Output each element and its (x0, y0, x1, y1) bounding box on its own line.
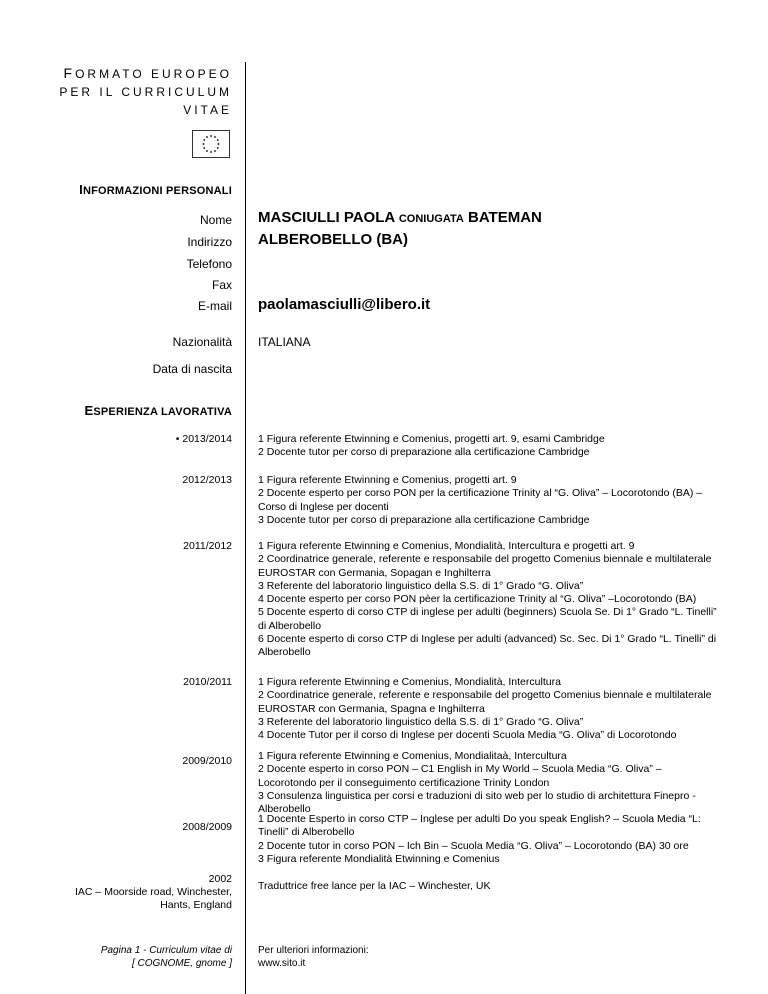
experience-date: 2008/2009 (182, 821, 232, 833)
experience-entry: 1 Figura referente Etwinning e Comenius, progetti art. 9, esami Cambridge 2 Docente tutor per corso di preparazione alla certificazione Cambridge (258, 433, 605, 459)
experience-entry: 1 Figura referente Etwinning e Comenius, progetti art. 9 2 Docente esperto per corso PON per la certificazione Trinity al “G. Oliva” – Locorotondo (BA) – Corso di Inglese per docenti 3 Docente tutor per corso di preparazione alla certificazione Cambridge (258, 474, 703, 526)
email-value: paolamasciulli@libero.it (258, 296, 431, 313)
experience-date: 2011/2012 (183, 540, 232, 552)
nationality-value: ITALIANA (258, 335, 311, 349)
page-footer-right: Per ulteriori informazioni: www.sito.it (258, 945, 369, 969)
nationality-label: Nazionalità (172, 335, 232, 349)
experience-date: 2009/2010 (182, 755, 232, 767)
experience-date: • 2013/2014 (175, 433, 232, 445)
experience-date: 2010/2011 (183, 676, 232, 688)
name-value: MASCIULLI PAOLA CONIUGATA BATEMAN (258, 209, 542, 226)
experience-entry: 1 Figura referente Etwinning e Comenius, Mondialità, Intercultura 2 Coordinatrice generale, referente e responsabile del progetto Comenius biennale e multilaterale EUROSTAR con Germania, Spagna e Inghilterra 3 Referente del laboratorio linguistico della S.S. di 1° Grado “G. Oliva” 4 Docente Tutor per il corso di Inglese per docenti Scuola Media “G. Oliva” di Locorotondo (258, 676, 712, 742)
experience-date: 2002 IAC – Moorside road, Winchester, Hants, England (75, 873, 232, 911)
address-value: ALBEROBELLO (BA) (258, 231, 408, 248)
experience-entry: 1 Figura referente Etwinning e Comenius, Mondialità, Intercultura e progetti art. 9 2 Coordinatrice generale, referente e responsabile del progetto Comenius biennale e multilaterale EUROSTAR con Germania, Sopagan e Inghilterra 3 Referente del laboratorio linguistico della S.S. di 1° Grado “G. Oliva” 4 Docente esperto per corso PON pèer la certificazione Trinity al “G. Oliva” –Locorotondo (BA) 5 Docente esperto di corso CTP di inglese per adulti (beginners) Scuola Se. Di 1° Grado “L. Tinelli” di Alberobello 6 Docente esperto di corso CTP di Inglese per adulti (advanced) Sc. Sec. Di 1° Grado “L. Tinelli” di Alberobello (258, 540, 717, 659)
name-label: Nome (199, 213, 232, 227)
work-experience-title: ESPERIENZA LAVORATIVA (84, 403, 232, 418)
eu-flag-icon (192, 130, 230, 158)
experience-entry: 1 Figura referente Etwinning e Comenius, Mondialitaà, Intercultura 2 Docente esperto in corso PON – C1 English in My World – Scuola Media “G. Oliva” – Locorotondo per il conseguimento certificazione Trinity London 3 Consulenza linguistica per corsi e traduzioni di sito web per lo studio di architettura Finepro - Alberobello (258, 750, 696, 816)
experience-date: 2012/2013 (182, 474, 232, 486)
personal-info-title: INFORMAZIONI PERSONALI (79, 182, 232, 197)
address-label: Indirizzo (187, 235, 232, 249)
page-footer-left: Pagina 1 - Curriculum vitae di [ COGNOME, gnome ] (100, 945, 232, 969)
fax-label: Fax (211, 278, 232, 292)
column-divider (245, 62, 246, 994)
birthdate-label: Data di nascita (152, 362, 232, 376)
experience-entry: 1 Docente Esperto in corso CTP – Inglese per adulti Do you speak English? – Scuola Media “L: Tinelli” di Alberobello 2 Docente tutor in corso PON – Ich Bin – Scuola Media “G. Oliva” – Locorotondo (BA) 30 ore 3 Figura referente Mondialità Etwinning e Comenius (258, 813, 701, 865)
phone-label: Telefono (186, 257, 232, 271)
cv-format-header: FORMATO EUROPEO PER IL CURRICULUM VITAE (59, 65, 232, 117)
email-label: E-mail (197, 299, 232, 313)
experience-entry: Traduttrice free lance per la IAC – Winchester, UK (258, 880, 491, 892)
